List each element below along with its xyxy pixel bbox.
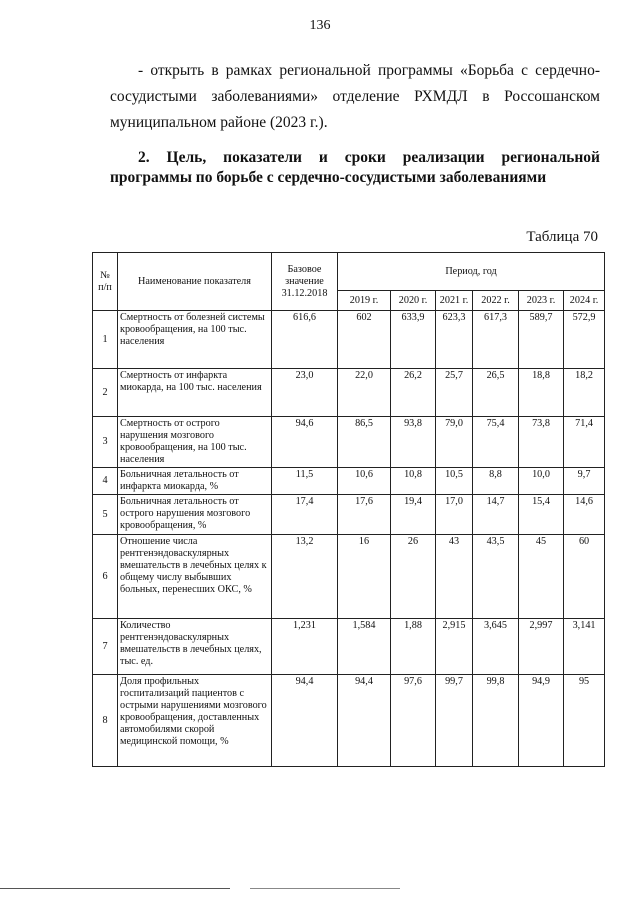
row-number: 1: [93, 311, 118, 369]
year-value: 45: [519, 535, 564, 619]
year-value: 94,9: [519, 675, 564, 767]
year-value: 99,7: [436, 675, 473, 767]
year-value: 93,8: [391, 417, 436, 468]
year-value: 572,9: [564, 311, 605, 369]
indicator-name: Доля профильных госпитализаций пациентов с острыми нарушениями мозгового кровообращения, доставленных автомобилями скорой медицинской помощи, %: [118, 675, 272, 767]
year-value: 2,997: [519, 619, 564, 675]
year-value: 73,8: [519, 417, 564, 468]
indicator-name: Смертность от болезней системы кровообращения, на 100 тыс. населения: [118, 311, 272, 369]
footer-rule: [0, 888, 230, 889]
header-year: 2024 г.: [564, 291, 605, 311]
year-value: 97,6: [391, 675, 436, 767]
indicators-table: [92, 252, 605, 767]
heading-line-1: 2. Цель, показатели и сроки реализации региональной: [138, 149, 600, 166]
base-value: 11,5: [272, 468, 338, 495]
header-name: Наименование показателя: [118, 253, 272, 311]
year-value: 26,2: [391, 369, 436, 417]
year-value: 19,4: [391, 495, 436, 535]
row-number: 2: [93, 369, 118, 417]
year-value: 71,4: [564, 417, 605, 468]
footer-rule-2: [250, 888, 400, 889]
base-value: 23,0: [272, 369, 338, 417]
table-row: [93, 311, 605, 369]
indicator-name: Больничная летальность от инфаркта миокарда, %: [118, 468, 272, 495]
table-row: [93, 619, 605, 675]
year-value: 22,0: [338, 369, 391, 417]
year-value: 75,4: [473, 417, 519, 468]
heading-line-2: программы по борьбе с сердечно-сосудистыми заболеваниями: [110, 169, 547, 186]
year-value: 3,645: [473, 619, 519, 675]
page-number: 136: [309, 18, 331, 33]
year-value: 3,141: [564, 619, 605, 675]
table-row: [93, 675, 605, 767]
base-value: 616,6: [272, 311, 338, 369]
row-number: 8: [93, 675, 118, 767]
indicator-name: Отношение числа рентгенэндоваскулярных вмешательств в лечебных целях к общему числу выбывших больных, перенесших ОКС, %: [118, 535, 272, 619]
year-value: 26,5: [473, 369, 519, 417]
year-value: 17,0: [436, 495, 473, 535]
header-base: Базовое значение 31.12.2018: [272, 253, 338, 311]
table-row: [93, 535, 605, 619]
table-body: [93, 311, 605, 767]
year-value: 602: [338, 311, 391, 369]
year-value: 43: [436, 535, 473, 619]
intro-paragraph: [110, 58, 600, 136]
paragraph-line-3: муниципальном районе (2023 г.).: [110, 114, 328, 131]
table-row: [93, 468, 605, 495]
year-value: 10,5: [436, 468, 473, 495]
year-value: 633,9: [391, 311, 436, 369]
row-number: 5: [93, 495, 118, 535]
table-row: [93, 369, 605, 417]
header-period: Период, год: [338, 253, 605, 291]
row-number: 3: [93, 417, 118, 468]
year-value: 15,4: [519, 495, 564, 535]
year-value: 623,3: [436, 311, 473, 369]
year-value: 617,3: [473, 311, 519, 369]
header-year: 2021 г.: [436, 291, 473, 311]
year-value: 8,8: [473, 468, 519, 495]
year-value: 10,8: [391, 468, 436, 495]
base-value: 13,2: [272, 535, 338, 619]
year-value: 589,7: [519, 311, 564, 369]
base-value: 17,4: [272, 495, 338, 535]
header-year: 2019 г.: [338, 291, 391, 311]
section-heading: [110, 148, 600, 188]
year-value: 10,6: [338, 468, 391, 495]
header-year: 2022 г.: [473, 291, 519, 311]
year-value: 10,0: [519, 468, 564, 495]
indicator-name: Количество рентгенэндоваскулярных вмешательств в лечебных целях, тыс. ед.: [118, 619, 272, 675]
year-value: 14,7: [473, 495, 519, 535]
base-value: 94,4: [272, 675, 338, 767]
base-value: 1,231: [272, 619, 338, 675]
year-value: 60: [564, 535, 605, 619]
year-value: 94,4: [338, 675, 391, 767]
year-value: 18,2: [564, 369, 605, 417]
year-value: 2,915: [436, 619, 473, 675]
header-year: 2023 г.: [519, 291, 564, 311]
indicator-name: Больничная летальность от острого нарушения мозгового кровообращения, %: [118, 495, 272, 535]
table-row: [93, 495, 605, 535]
year-value: 16: [338, 535, 391, 619]
paragraph-line-1: - открыть в рамках региональной программы «Борьба с сердечно-: [138, 62, 600, 79]
year-value: 1,88: [391, 619, 436, 675]
year-value: 79,0: [436, 417, 473, 468]
year-value: 9,7: [564, 468, 605, 495]
year-value: 99,8: [473, 675, 519, 767]
year-value: 14,6: [564, 495, 605, 535]
row-number: 6: [93, 535, 118, 619]
year-value: 17,6: [338, 495, 391, 535]
paragraph-line-2: сосудистыми заболеваниями» отделение РХМДЛ в Россошанском: [110, 88, 600, 105]
row-number: 4: [93, 468, 118, 495]
indicator-name: Смертность от инфаркта миокарда, на 100 тыс. населения: [118, 369, 272, 417]
header-year: 2020 г.: [391, 291, 436, 311]
table-row: [93, 417, 605, 468]
indicator-name: Смертность от острого нарушения мозгового кровообращения, на 100 тыс. населения: [118, 417, 272, 468]
row-number: 7: [93, 619, 118, 675]
year-value: 25,7: [436, 369, 473, 417]
year-value: 95: [564, 675, 605, 767]
header-num: № п/п: [93, 253, 118, 311]
table-caption: Таблица 70: [526, 229, 598, 245]
year-value: 1,584: [338, 619, 391, 675]
year-value: 43,5: [473, 535, 519, 619]
year-value: 86,5: [338, 417, 391, 468]
year-value: 18,8: [519, 369, 564, 417]
base-value: 94,6: [272, 417, 338, 468]
year-value: 26: [391, 535, 436, 619]
